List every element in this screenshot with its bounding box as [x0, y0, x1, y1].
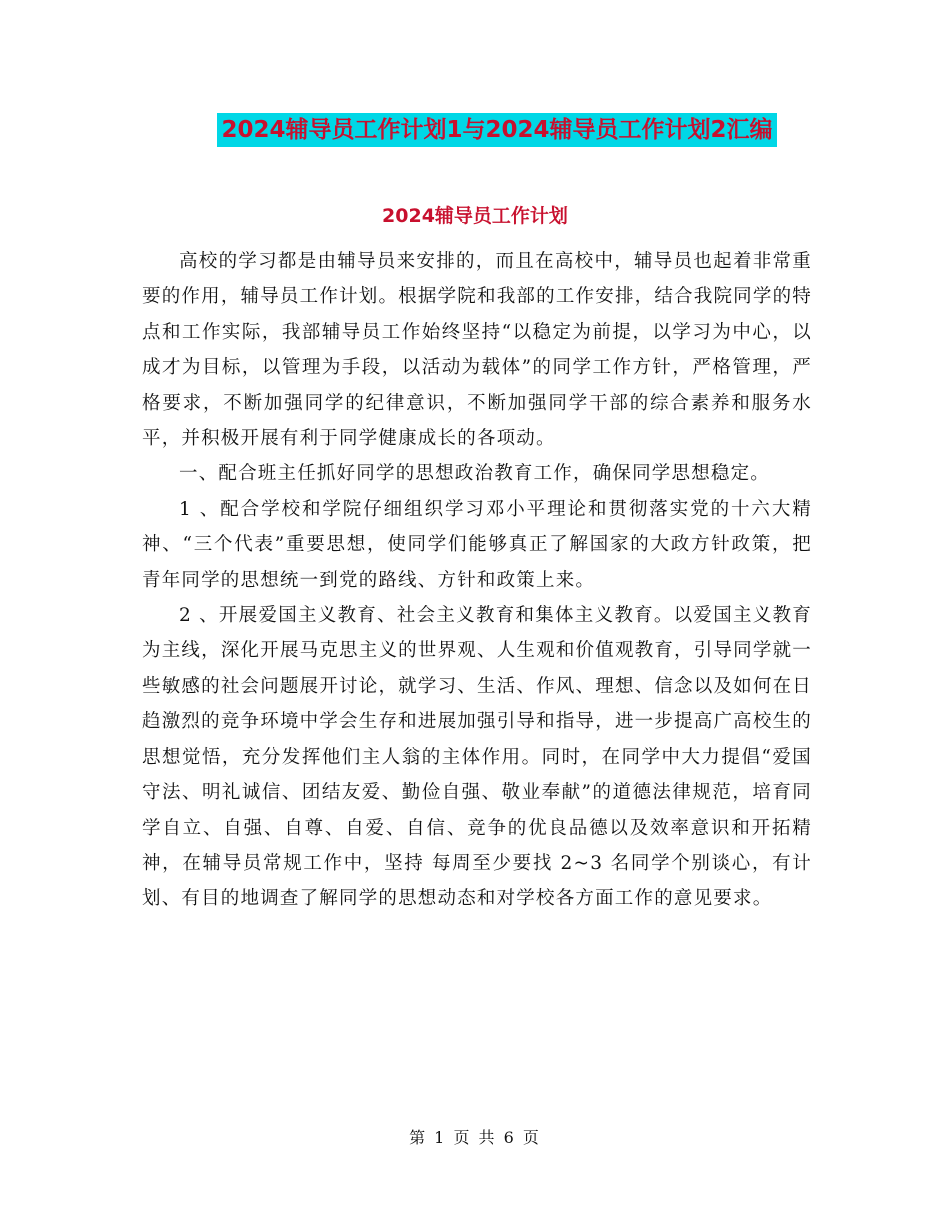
- page-footer: 第 1 页 共 6 页: [409, 1128, 541, 1147]
- document-body: [142, 244, 812, 917]
- paragraph-heading-1: 一、配合班主任抓好同学的思想政治教育工作，确保同学思想稳定。: [179, 463, 771, 485]
- paragraph-item-1: 1 、配合学校和学院仔细组织学习邓小平理论和贯彻落实党的十六大精神、“三个代表”重要思想，使同学们能够真正了解国家的大政方针政策，把青年同学的思想统一到党的路线、方针和政策上来。: [142, 498, 812, 591]
- document-title: 2024辅导员工作计划1与2024辅导员工作计划2汇编: [217, 113, 776, 147]
- paragraph-intro: 高校的学习都是由辅导员来安排的，而且在高校中，辅导员也起着非常重要的作用，辅导员工作计划。根据学院和我部的工作安排，结合我院同学的特点和工作实际，我部辅导员工作始终坚持“以稳定为前提，以学习为中心，以成才为目标，以管理为手段，以活动为载体”的同学工作方针，严格管理，严格要求，不断加强同学的纪律意识，不断加强同学干部的综合素养和服务水平，并积极开展有利于同学健康成长的各项动。: [142, 251, 812, 450]
- paragraph-item-2: 2 、开展爱国主义教育、社会主义教育和集体主义教育。以爱国主义教育为主线，深化开展马克思主义的世界观、人生观和价值观教育，引导同学就一些敏感的社会问题展开讨论，就学习、生活、作风、理想、信念以及如何在日趋激烈的竞争环境中学会生存和进展加强引导和指导，进一步提高广高校生的思想觉悟，充分发挥他们主人翁的主体作用。同时，在同学中大力提倡“爱国守法、明礼诚信、团结友爱、勤俭自强、敬业奉献”的道德法律规范，培育同学自立、自强、自尊、自爱、自信、竞争的优良品德以及效率意识和开拓精神，在辅导员常规工作中，坚持 每周至少要找 2~3 名同学个别谈心，有计划、有目的地调查了解同学的思想动态和对学校各方面工作的意见要求。: [142, 605, 812, 910]
- section-title: 2024辅导员工作计划: [382, 205, 568, 227]
- document-title-container: [0, 113, 950, 147]
